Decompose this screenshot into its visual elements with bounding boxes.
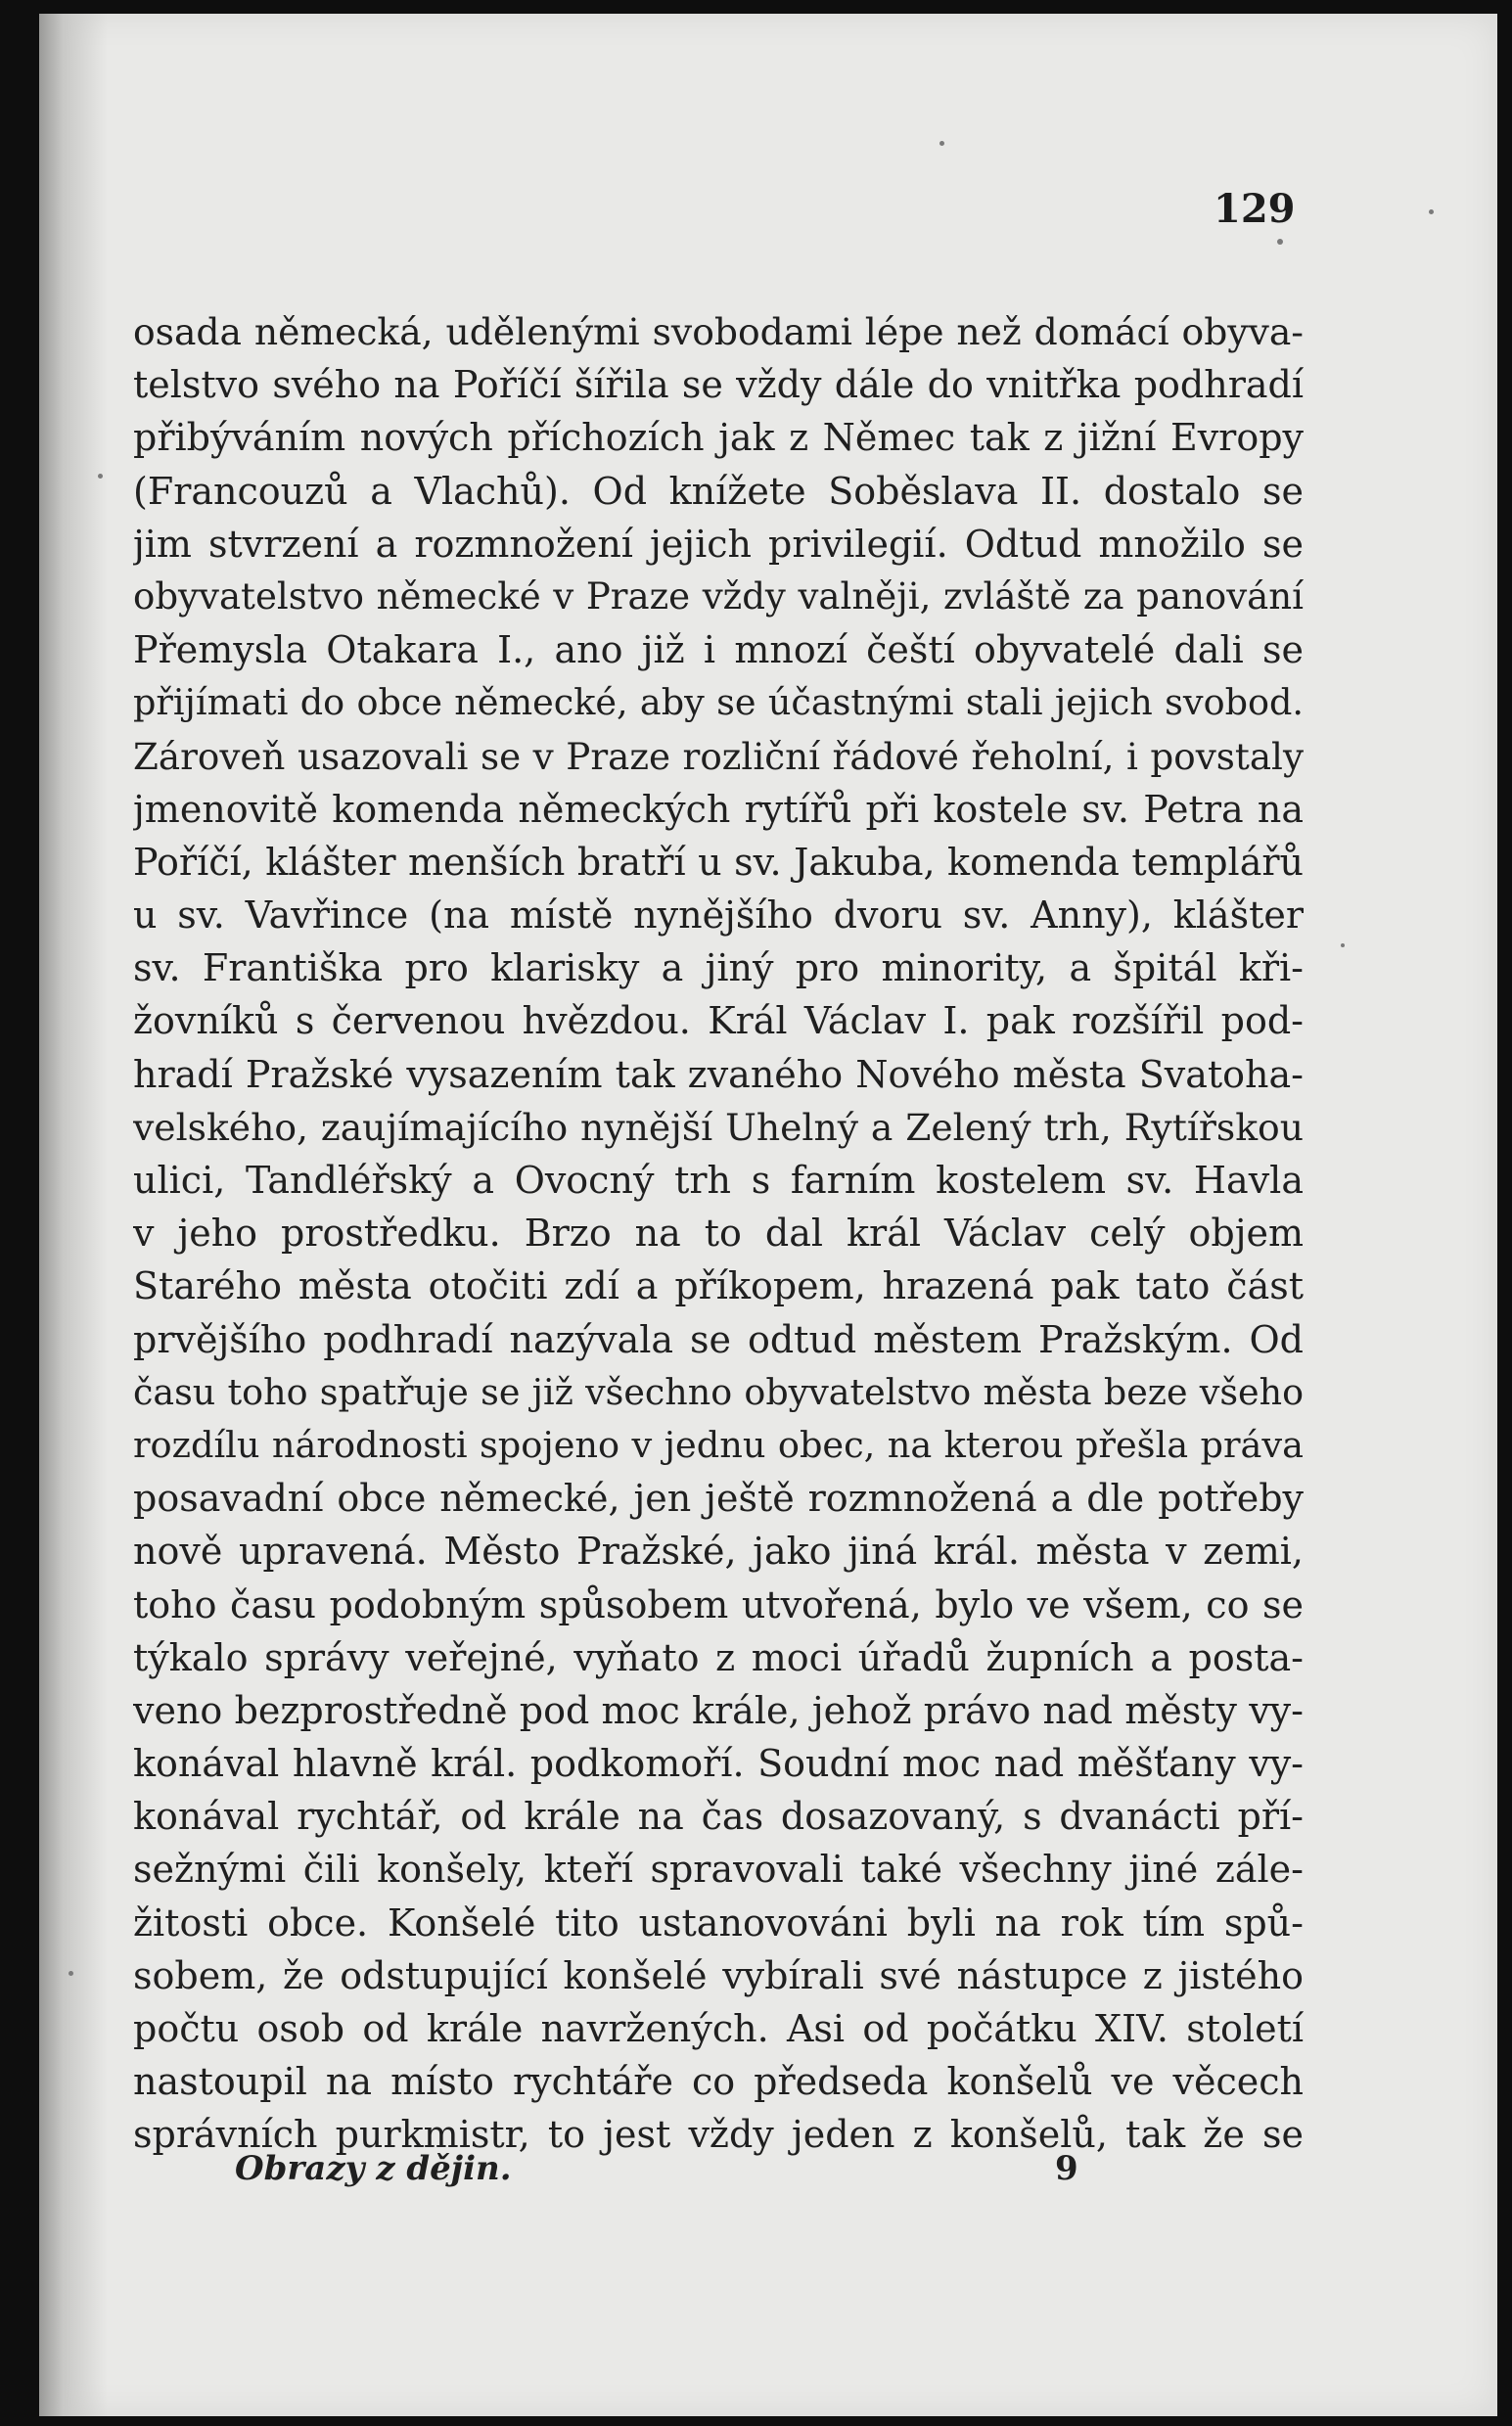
paper-speck [1429, 209, 1434, 214]
text-line: přibýváním nových příchozích jak z Němec tak z jižní Evropy [133, 416, 1304, 460]
text-line: žovníků s červenou hvězdou. Král Václav I. pak rozšířil pod- [133, 999, 1304, 1043]
footer-signature-mark: 9 [1055, 2149, 1078, 2188]
paper-speck [98, 474, 103, 479]
text-line: jim stvrzení a rozmnožení jejich privilegií. Odtud množilo se [133, 522, 1304, 566]
text-line: správních purkmistr, to jest vždy jeden z konšelů, tak že se [133, 2113, 1304, 2157]
text-line: obyvatelstvo německé v Praze vždy valněji, zvláště za panování [133, 574, 1304, 618]
text-line: prvějšího podhradí nazývala se odtud městem Pražským. Od [133, 1317, 1304, 1361]
text-line: rozdílu národnosti spojeno v jednu obec, na kterou přešla práva [133, 1423, 1304, 1466]
text-line: Starého města otočiti zdí a příkopem, hrazená pak tato část [133, 1264, 1304, 1308]
text-line: Zároveň usazovali se v Praze rozliční řádové řeholní, i povstaly [133, 734, 1304, 778]
text-line: osada německá, udělenými svobodami lépe než domácí obyva- [133, 310, 1304, 353]
text-line: (Francouzů a Vlachů). Od knížete Soběslava II. dostalo se [133, 469, 1304, 513]
page-number: 129 [1214, 186, 1296, 232]
text-line: velského, zaujímajícího nynější Uhelný a Zelený trh, Rytířskou [133, 1105, 1304, 1149]
text-line: telstvo svého na Poříčí šířila se vždy dále do vnitřka podhradí [133, 363, 1304, 407]
text-line: nově upravená. Město Pražské, jako jiná král. města v zemi, [133, 1530, 1304, 1574]
text-line: posavadní obce německé, jen ještě rozmnožená a dle potřeby [133, 1477, 1304, 1521]
text-line: nastoupil na místo rychtáře co předseda konšelů ve věcech [133, 2060, 1304, 2104]
body-text [133, 305, 1304, 2162]
text-line: hradí Pražské vysazením tak zvaného Nového města Svatoha- [133, 1052, 1304, 1096]
text-line: času toho spatřuje se již všechno obyvatelstvo města beze všeho [133, 1370, 1304, 1413]
text-line: žitosti obce. Konšelé tito ustanovováni byli na rok tím spů- [133, 1900, 1304, 1945]
paper-speck [939, 141, 944, 146]
text-line: Přemysla Otakara I., ano již i mnozí čeští obyvatelé dali se [133, 628, 1304, 672]
text-line: konával hlavně král. podkomoří. Soudní moc nad měšťany vy- [133, 1742, 1304, 1786]
text-line: jmenovitě komenda německých rytířů při kostele sv. Petra na [133, 787, 1304, 831]
text-line: sobem, že odstupující konšelé vybírali své nástupce z jistého [133, 1953, 1304, 1997]
text-line: sežnými čili konšely, kteří spravovali také všechny jiné zále- [133, 1848, 1304, 1892]
text-line: v jeho prostředku. Brzo na to dal král Václav celý objem [133, 1212, 1304, 1256]
paper-speck [1277, 239, 1283, 245]
text-line: Poříčí, klášter menších bratří u sv. Jakuba, komenda templářů [133, 840, 1304, 884]
text-line: počtu osob od krále navržených. Asi od počátku XIV. století [133, 2007, 1304, 2050]
footer-book-title: Obrazy z dějin. [235, 2149, 512, 2188]
text-line: u sv. Vavřince (na místě nynějšího dvoru sv. Anny), klášter [133, 893, 1304, 938]
text-line: ulici, Tandléřský a Ovocný trh s farním kostelem sv. Havla [133, 1159, 1304, 1202]
paper-speck [69, 1971, 73, 1976]
page-gutter-shadow [39, 14, 108, 2416]
text-line: konával rychtář, od krále na čas dosazovaný, s dvanácti pří- [133, 1795, 1304, 1839]
text-line: přijímati do obce německé, aby se účastnými stali jejich svobod. [133, 681, 1304, 724]
text-line: toho času podobným spůsobem utvořená, bylo ve všem, co se [133, 1582, 1304, 1626]
text-line: veno bezprostředně pod moc krále, jehož právo nad městy vy- [133, 1688, 1304, 1732]
text-line: sv. Františka pro klarisky a jiný pro minority, a špitál kři- [133, 946, 1304, 990]
page-footer [39, 2149, 1497, 2198]
text-line: týkalo správy veřejné, vyňato z moci úřadů župních a posta- [133, 1635, 1304, 1679]
paper-speck [1341, 943, 1345, 947]
book-page [39, 14, 1497, 2416]
